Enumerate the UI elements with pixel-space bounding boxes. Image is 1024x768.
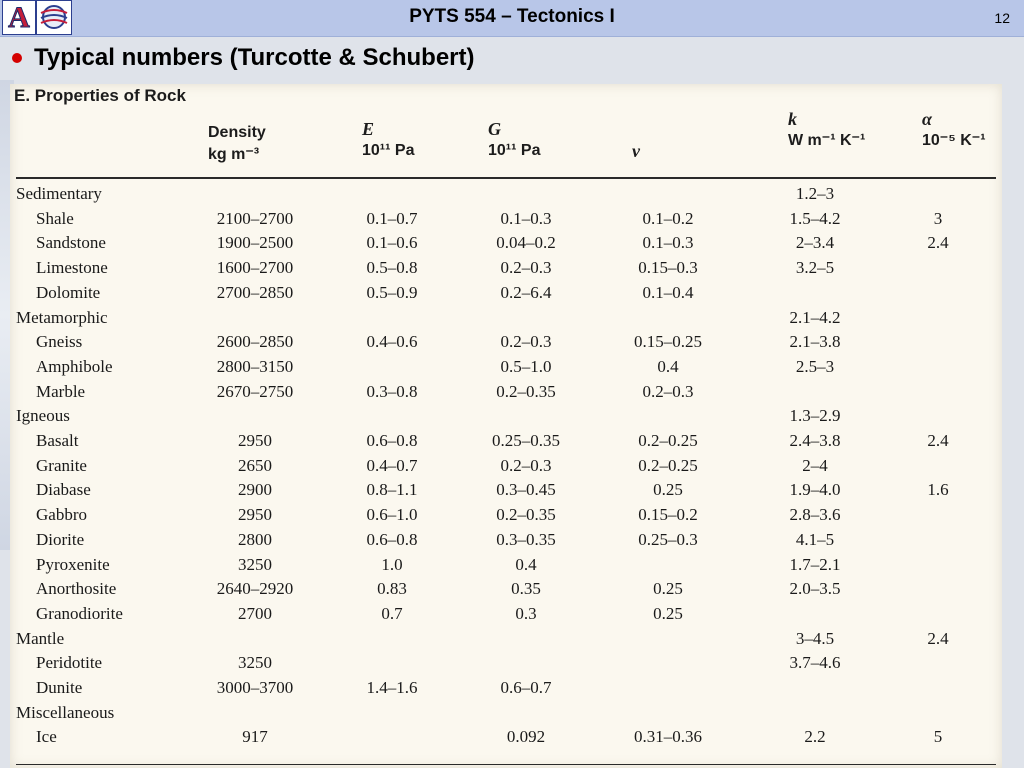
table-cell-G: 0.6–0.7 bbox=[500, 678, 552, 697]
table-cell-E: 0.7 bbox=[381, 603, 403, 623]
table-cell-E: 0.6–0.8 bbox=[366, 431, 418, 450]
table-cell-nu: 0.25 bbox=[653, 579, 683, 599]
table-row-label: Amphibole bbox=[36, 356, 113, 376]
table-row-label: Shale bbox=[36, 208, 74, 228]
table-row-label: Sandstone bbox=[36, 233, 106, 253]
table-cell-E: 0.6–1.0 bbox=[366, 505, 418, 525]
bullet-icon bbox=[12, 53, 22, 63]
header-k: k W m⁻¹ K⁻¹ bbox=[788, 109, 866, 149]
table-cell-G: 0.35 bbox=[511, 579, 541, 599]
table-cell-density: 1900–2500 bbox=[216, 233, 294, 253]
header-E: E 10¹¹ Pa bbox=[362, 119, 415, 159]
table-row-label: Ice bbox=[36, 727, 57, 747]
table-cell-alpha: 3 bbox=[933, 208, 943, 228]
table-cell-G: 0.1–0.3 bbox=[500, 208, 552, 228]
table-cell-density: 2600–2850 bbox=[216, 332, 294, 352]
table-cell-nu: 0.31–0.36 bbox=[634, 727, 702, 747]
table-cell-G: 0.2–0.3 bbox=[500, 455, 552, 475]
table-cell-nu: 0.4 bbox=[657, 356, 679, 376]
table-row-label: Limestone bbox=[36, 258, 108, 278]
table-row-label: Diorite bbox=[36, 529, 85, 549]
table-cell-E: 0.4–0.6 bbox=[366, 332, 418, 352]
table-cell-G: 0.3–0.45 bbox=[496, 480, 556, 500]
table-cell-k: 1.2–3 bbox=[795, 184, 835, 203]
table-cell-nu: 0.1–0.2 bbox=[642, 208, 694, 228]
table-cell-k: 2.0–3.5 bbox=[789, 579, 841, 599]
table-cell-G: 0.4 bbox=[515, 554, 537, 574]
table-cell-alpha: 2.4 bbox=[927, 628, 949, 648]
table-cell-k: 3.2–5 bbox=[795, 258, 835, 278]
table-cell-density: 2900 bbox=[238, 480, 272, 500]
header-rule bbox=[16, 177, 996, 179]
table-cell-density: 3000–3700 bbox=[216, 678, 294, 697]
table-cell-k: 2.1–3.8 bbox=[789, 332, 841, 352]
table-row-label: Marble bbox=[36, 381, 86, 401]
table-row-label: Anorthosite bbox=[36, 579, 117, 599]
slide-header bbox=[0, 0, 1024, 37]
table-cell-k: 3–4.5 bbox=[795, 628, 835, 648]
table-cell-density: 2800–3150 bbox=[216, 356, 294, 376]
table-cell-density: 2640–2920 bbox=[216, 579, 294, 599]
table-row-label: Dolomite bbox=[36, 282, 101, 302]
bullet-item bbox=[12, 40, 475, 76]
table-row-label: Granite bbox=[36, 455, 87, 475]
table-cell-density: 2700 bbox=[238, 603, 272, 623]
table-category: Mantle bbox=[16, 628, 65, 648]
table-cell-nu: 0.2–0.25 bbox=[638, 431, 698, 450]
table-row-label: Granodiorite bbox=[36, 603, 123, 623]
table-row-label: Gabbro bbox=[36, 505, 87, 525]
table-cell-k: 2–3.4 bbox=[795, 233, 835, 253]
table-cell-E: 0.5–0.8 bbox=[366, 258, 418, 278]
table-cell-density: 3250 bbox=[238, 653, 272, 673]
table-cell-G: 0.04–0.2 bbox=[496, 233, 556, 253]
table-row-label: Dunite bbox=[36, 678, 83, 697]
table-cell-G: 0.2–0.3 bbox=[500, 258, 552, 278]
table-cell-G: 0.3–0.35 bbox=[496, 529, 556, 549]
table-category: Igneous bbox=[16, 406, 70, 426]
table-cell-k: 2.1–4.2 bbox=[789, 307, 841, 327]
table-cell-alpha: 2.4 bbox=[927, 233, 949, 253]
table-cell-nu: 0.1–0.4 bbox=[642, 282, 694, 302]
table-row-label: Peridotite bbox=[36, 653, 103, 673]
table-cell-E: 1.0 bbox=[381, 554, 403, 574]
table-cell-k: 2.2 bbox=[804, 727, 826, 747]
table-row-label: Diabase bbox=[36, 480, 91, 500]
header-nu: ν bbox=[632, 141, 640, 161]
table-cell-nu: 0.1–0.3 bbox=[642, 233, 694, 253]
table-cell-G: 0.25–0.35 bbox=[492, 431, 560, 450]
table-cell-G: 0.2–0.3 bbox=[500, 332, 552, 352]
table-cell-E: 0.83 bbox=[377, 579, 407, 599]
table-cell-density: 917 bbox=[242, 727, 268, 747]
table-cell-nu: 0.15–0.3 bbox=[638, 258, 698, 278]
table-cell-k: 1.7–2.1 bbox=[789, 554, 841, 574]
table-cell-G: 0.3 bbox=[515, 603, 537, 623]
table-cell-k: 2.5–3 bbox=[795, 356, 835, 376]
table-row-label: Gneiss bbox=[36, 332, 83, 352]
table-category: Sedimentary bbox=[16, 184, 102, 203]
table-cell-alpha: 1.6 bbox=[927, 480, 949, 500]
table-cell-G: 0.2–0.35 bbox=[496, 381, 556, 401]
table-cell-E: 0.1–0.7 bbox=[366, 208, 418, 228]
table-cell-density: 2950 bbox=[238, 505, 272, 525]
table-cell-G: 0.2–0.35 bbox=[496, 505, 556, 525]
table-cell-nu: 0.2–0.3 bbox=[642, 381, 694, 401]
table-cell-k: 4.1–5 bbox=[795, 529, 835, 549]
table-cell-nu: 0.15–0.25 bbox=[634, 332, 702, 352]
table-cell-k: 3.7–4.6 bbox=[789, 653, 841, 673]
table-cell-density: 2670–2750 bbox=[216, 381, 294, 401]
table-cell-nu: 0.25–0.3 bbox=[638, 529, 698, 549]
table-cell-density: 1600–2700 bbox=[216, 258, 294, 278]
table-cell-density: 2700–2850 bbox=[216, 282, 294, 302]
table-cell-density: 2800 bbox=[238, 529, 272, 549]
table-cell-E: 1.4–1.6 bbox=[366, 678, 418, 697]
table-cell-k: 1.5–4.2 bbox=[789, 208, 841, 228]
table-cell-k: 2.8–3.6 bbox=[789, 505, 841, 525]
table-row-label: Pyroxenite bbox=[36, 554, 110, 574]
table-cell-E: 0.5–0.9 bbox=[366, 282, 418, 302]
header-alpha: α 10⁻⁵ K⁻¹ bbox=[922, 109, 986, 149]
table-cell-nu: 0.25 bbox=[653, 480, 683, 500]
table-category: Miscellaneous bbox=[16, 702, 115, 722]
table-cell-density: 2650 bbox=[238, 455, 272, 475]
bullet-text: Typical numbers (Turcotte & Schubert) bbox=[34, 44, 475, 71]
table-cell-k: 2.4–3.8 bbox=[789, 431, 841, 450]
table-cell-E: 0.3–0.8 bbox=[366, 381, 418, 401]
header-G: G 10¹¹ Pa bbox=[488, 119, 541, 159]
table-cell-k: 1.3–2.9 bbox=[789, 406, 841, 426]
table-cell-k: 2–4 bbox=[802, 455, 828, 475]
table-cell-nu: 0.2–0.25 bbox=[638, 455, 698, 475]
slide-number: 12 bbox=[994, 10, 1010, 26]
table-cell-G: 0.5–1.0 bbox=[500, 356, 552, 376]
table-cell-G: 0.2–6.4 bbox=[500, 282, 552, 302]
table-category: Metamorphic bbox=[16, 307, 108, 327]
table-cell-E: 0.6–0.8 bbox=[366, 529, 418, 549]
scanned-table-image bbox=[10, 84, 1002, 768]
table-cell-alpha: 5 bbox=[933, 727, 943, 747]
table-cell-E: 0.8–1.1 bbox=[366, 480, 418, 500]
table-cell-G: 0.092 bbox=[506, 727, 546, 747]
table-cell-nu: 0.15–0.2 bbox=[638, 505, 698, 525]
table-cell-density: 2950 bbox=[238, 431, 272, 450]
table-cell-nu: 0.25 bbox=[653, 603, 683, 623]
table-title: E. Properties of Rock bbox=[14, 86, 186, 105]
table-cell-density: 3250 bbox=[238, 554, 272, 574]
table-cell-density: 2100–2700 bbox=[216, 208, 294, 228]
footer-rule bbox=[16, 764, 996, 765]
university-logo: A bbox=[2, 0, 36, 35]
header-density: Density kg m⁻³ bbox=[208, 124, 266, 163]
table-cell-E: 0.4–0.7 bbox=[366, 455, 418, 475]
table-cell-k: 1.9–4.0 bbox=[789, 480, 841, 500]
table-row-label: Basalt bbox=[36, 431, 79, 450]
table-cell-alpha: 2.4 bbox=[927, 431, 949, 450]
table-cell-E: 0.1–0.6 bbox=[366, 233, 418, 253]
slide-title: PYTS 554 – Tectonics I bbox=[409, 6, 615, 27]
